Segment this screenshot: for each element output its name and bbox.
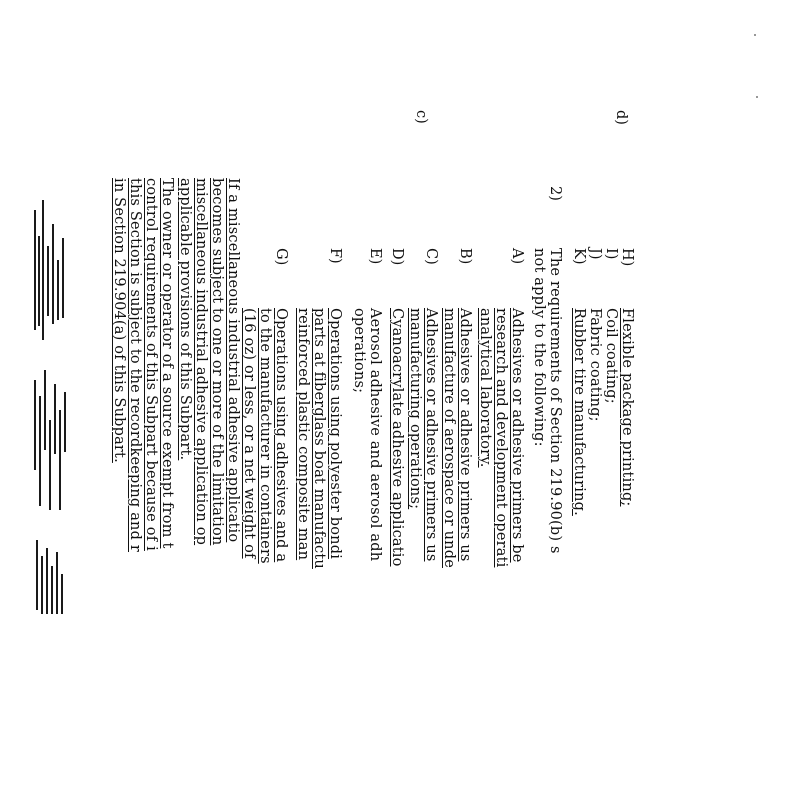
para-c-line-2: becomes subject to one or more of the limitation xyxy=(209,178,225,546)
item-f-line-2: parts at fiberglass boat manufactu xyxy=(311,308,327,569)
item-k-label: K) xyxy=(571,248,587,265)
item-i-label: I) xyxy=(603,248,619,260)
item-b-label: B) xyxy=(457,248,473,265)
item-c-label: C) xyxy=(423,248,439,265)
item-g-label: G) xyxy=(273,248,289,266)
item-e-line-1: Aerosol adhesive and aerosol adh xyxy=(367,308,383,562)
section-2-intro-line-2: not apply to the following: xyxy=(531,248,547,447)
para-d-line-1: The owner or operator of a source exempt from t xyxy=(159,178,175,549)
item-g-line-3: (16 oz) or less, or a net weight of xyxy=(241,308,257,559)
item-e-line-2: operations; xyxy=(351,308,367,394)
section-2-intro-line-1: The requirements of Section 219.90(b) s xyxy=(547,248,563,554)
item-i-text: Coil coating; xyxy=(603,308,619,404)
item-f-line-1: Operations using polyester bondi xyxy=(327,308,343,560)
section-2-label: 2) xyxy=(547,186,563,201)
para-d-line-4: in Section 219.904(a) of this Subpart. xyxy=(111,178,127,463)
item-d-line-1: Cyanoacrylate adhesive applicatio xyxy=(389,308,405,567)
para-d-label: d) xyxy=(613,110,629,125)
item-c-line-1: Adhesives or adhesive primers us xyxy=(423,308,439,562)
item-f-label: F) xyxy=(327,248,343,264)
item-c-line-2: manufacturing operations; xyxy=(407,308,423,510)
item-k-text: Rubber tire manufacturing. xyxy=(571,308,587,516)
item-h-text: Flexible package printing; xyxy=(619,308,635,507)
item-d-label: D) xyxy=(389,248,405,266)
item-g-line-1: Operations using adhesives and a xyxy=(273,308,289,563)
para-d-line-3: this Section is subject to the recordkeeping and r xyxy=(127,178,143,553)
item-j-label: J) xyxy=(587,248,603,260)
item-f-line-3: reinforced plastic composite man xyxy=(295,308,311,561)
rotated-document-lower xyxy=(111,0,800,800)
item-e-label: E) xyxy=(367,248,383,265)
item-a-line-1: Adhesives or adhesive primers be xyxy=(509,308,525,563)
item-b-line-2: manufacture of aerospace or unde xyxy=(441,308,457,568)
para-c-label: c) xyxy=(413,110,429,124)
para-c-line-3: miscellaneous industrial adhesive application op xyxy=(193,178,209,546)
item-b-line-1: Adhesives or adhesive primers us xyxy=(457,308,473,562)
item-j-text: Fabric coating; xyxy=(587,308,603,422)
para-c-line-4: applicable provisions of this Subpart. xyxy=(177,178,193,461)
para-c-line-1: If a miscellaneous industrial adhesive applicatio xyxy=(225,178,241,543)
item-h-label: H) xyxy=(619,248,635,267)
item-a-line-2: research and development operati xyxy=(493,308,509,568)
item-a-line-3: analytical laboratory. xyxy=(477,308,493,468)
para-d-line-2: control requirements of this Subpart because of i xyxy=(143,178,159,551)
item-a-label: A) xyxy=(509,248,525,265)
item-g-line-2: to the manufacturer in containers xyxy=(257,308,273,564)
